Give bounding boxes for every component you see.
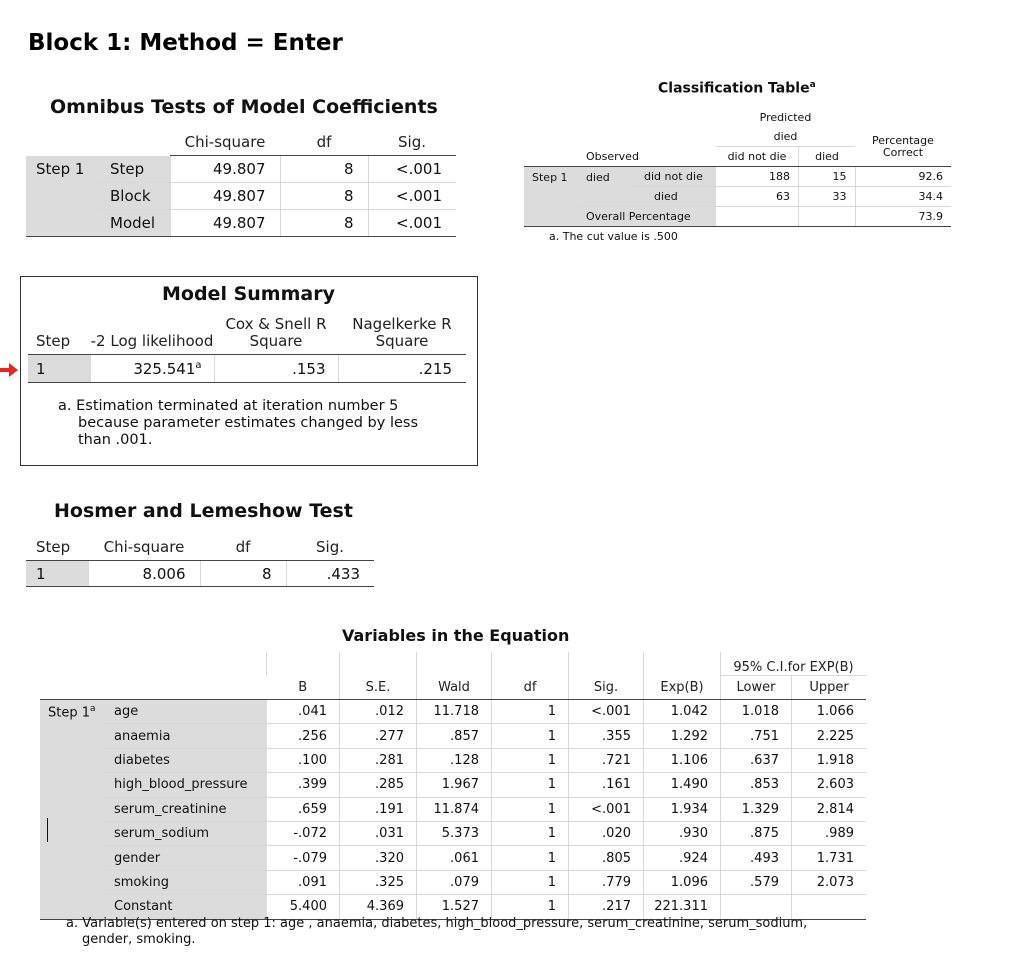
variables-step-label: Step 1$^a$ bbox=[40, 700, 104, 920]
omnibus-table bbox=[26, 128, 456, 237]
variable-name: anaemia bbox=[104, 724, 267, 748]
classification-died-group: died bbox=[773, 130, 798, 143]
hosmer-table bbox=[26, 534, 374, 587]
variable-b: .256 bbox=[267, 724, 340, 748]
classification-overall-label: Overall Percentage bbox=[580, 207, 716, 227]
variables-header-df: df bbox=[492, 676, 569, 700]
variable-b: .659 bbox=[267, 797, 340, 821]
variables-header-b: B bbox=[267, 676, 340, 700]
classification-col-pct: Percentage Correct bbox=[855, 127, 951, 167]
classification-table bbox=[524, 108, 951, 227]
variable-lower: .751 bbox=[721, 724, 792, 748]
variable-upper: .989 bbox=[792, 821, 867, 845]
variable-name: serum_creatinine bbox=[104, 797, 267, 821]
classification-var-label: died bbox=[580, 167, 630, 207]
variable-b: .100 bbox=[267, 748, 340, 772]
variable-lower: .637 bbox=[721, 748, 792, 772]
variables-header-wald: Wald bbox=[417, 676, 492, 700]
variable-df: 1 bbox=[492, 700, 569, 724]
variables-header-exp: Exp(B) bbox=[644, 676, 721, 700]
omnibus-sig: <.001 bbox=[368, 156, 456, 183]
classification-count: 15 bbox=[799, 167, 856, 187]
variable-se: .281 bbox=[340, 748, 417, 772]
omnibus-header-sig: Sig. bbox=[368, 128, 456, 156]
variables-table bbox=[40, 652, 866, 920]
variable-df: 1 bbox=[492, 821, 569, 845]
variable-sig: .721 bbox=[569, 748, 644, 772]
omnibus-row-label: Model bbox=[100, 210, 170, 237]
omnibus-header-chi: Chi-square bbox=[170, 128, 280, 156]
classification-count: 63 bbox=[716, 187, 799, 207]
variable-exp: 221.311 bbox=[644, 895, 721, 919]
variable-df: 1 bbox=[492, 773, 569, 797]
variable-name: gender bbox=[104, 846, 267, 870]
classification-pct: 92.6 bbox=[855, 167, 951, 187]
omnibus-row-label: Block bbox=[100, 183, 170, 210]
variable-sig: .161 bbox=[569, 773, 644, 797]
variables-title: Variables in the Equation bbox=[342, 626, 570, 645]
omnibus-df: 8 bbox=[280, 210, 368, 237]
variable-sig: <.001 bbox=[569, 797, 644, 821]
hosmer-chi: 8.006 bbox=[88, 561, 200, 587]
variable-se: 4.369 bbox=[340, 895, 417, 919]
variable-exp: .930 bbox=[644, 821, 721, 845]
variable-upper: 2.225 bbox=[792, 724, 867, 748]
variable-lower: .493 bbox=[721, 846, 792, 870]
omnibus-step-label: Step 1 bbox=[26, 156, 100, 237]
variable-name: smoking bbox=[104, 870, 267, 894]
omnibus-chi: 49.807 bbox=[170, 156, 280, 183]
variable-name: high_blood_pressure bbox=[104, 773, 267, 797]
classification-pct: 34.4 bbox=[855, 187, 951, 207]
classification-footnote: a. The cut value is .500 bbox=[549, 230, 678, 243]
variable-df: 1 bbox=[492, 895, 569, 919]
hosmer-df: 8 bbox=[200, 561, 286, 587]
hosmer-header-chi: Chi-square bbox=[88, 534, 200, 561]
variable-wald: 1.967 bbox=[417, 773, 492, 797]
classification-observed: Observed bbox=[580, 147, 716, 167]
variable-df: 1 bbox=[492, 846, 569, 870]
classification-row-label: did not die bbox=[630, 167, 716, 187]
variable-wald: 11.874 bbox=[417, 797, 492, 821]
variable-name: serum_sodium bbox=[104, 821, 267, 845]
variables-header-lower: Lower bbox=[721, 676, 792, 700]
variable-upper: 1.731 bbox=[792, 846, 867, 870]
model-summary-cox: .153 bbox=[214, 355, 338, 383]
variable-upper: 2.603 bbox=[792, 773, 867, 797]
variable-se: .277 bbox=[340, 724, 417, 748]
variable-upper: 1.918 bbox=[792, 748, 867, 772]
model-summary-nagel: .215 bbox=[338, 355, 466, 383]
variables-header-se: S.E. bbox=[340, 676, 417, 700]
hosmer-title: Hosmer and Lemeshow Test bbox=[54, 500, 353, 522]
variable-sig: .020 bbox=[569, 821, 644, 845]
variable-upper: 1.066 bbox=[792, 700, 867, 724]
model-summary-header-cox: Cox & Snell R Square bbox=[214, 316, 338, 355]
variable-exp: 1.042 bbox=[644, 700, 721, 724]
variable-se: .325 bbox=[340, 870, 417, 894]
model-summary-step: 1 bbox=[28, 355, 90, 383]
variable-wald: .128 bbox=[417, 748, 492, 772]
variable-df: 1 bbox=[492, 748, 569, 772]
variable-wald: .079 bbox=[417, 870, 492, 894]
variable-sig: <.001 bbox=[569, 700, 644, 724]
variable-sig: .779 bbox=[569, 870, 644, 894]
variable-b: -.072 bbox=[267, 821, 340, 845]
variable-wald: 5.373 bbox=[417, 821, 492, 845]
variable-se: .191 bbox=[340, 797, 417, 821]
variable-lower: 1.018 bbox=[721, 700, 792, 724]
variable-exp: 1.934 bbox=[644, 797, 721, 821]
variable-lower: .875 bbox=[721, 821, 792, 845]
variable-upper: 2.814 bbox=[792, 797, 867, 821]
variable-se: .012 bbox=[340, 700, 417, 724]
variable-lower: 1.329 bbox=[721, 797, 792, 821]
variables-header-upper: Upper bbox=[792, 676, 867, 700]
variable-name: age bbox=[104, 700, 267, 724]
arrow-right-icon bbox=[0, 362, 20, 378]
omnibus-title: Omnibus Tests of Model Coefficients bbox=[50, 96, 438, 118]
hosmer-header-sig: Sig. bbox=[286, 534, 374, 561]
variable-df: 1 bbox=[492, 724, 569, 748]
model-summary-header-nagel: Nagelkerke R Square bbox=[338, 316, 466, 355]
variable-name: Constant bbox=[104, 895, 267, 919]
variable-lower: .853 bbox=[721, 773, 792, 797]
variable-df: 1 bbox=[492, 797, 569, 821]
model-summary-header-ll: -2 Log likelihood bbox=[90, 316, 214, 355]
omnibus-header-df: df bbox=[280, 128, 368, 156]
classification-col-died: died bbox=[799, 147, 856, 167]
variable-wald: .061 bbox=[417, 846, 492, 870]
variable-exp: 1.106 bbox=[644, 748, 721, 772]
classification-overall-pct: 73.9 bbox=[855, 207, 951, 227]
classification-count: 188 bbox=[716, 167, 799, 187]
classification-predicted: Predicted bbox=[759, 111, 812, 124]
model-summary-title: Model Summary bbox=[162, 283, 335, 305]
hosmer-step: 1 bbox=[26, 561, 88, 587]
omnibus-df: 8 bbox=[280, 183, 368, 210]
hosmer-sig: .433 bbox=[286, 561, 374, 587]
variable-sig: .355 bbox=[569, 724, 644, 748]
classification-step-label: Step 1 bbox=[524, 167, 580, 227]
omnibus-row-label: Step bbox=[100, 156, 170, 183]
model-summary-table bbox=[28, 316, 466, 383]
variable-exp: .924 bbox=[644, 846, 721, 870]
variable-b: -.079 bbox=[267, 846, 340, 870]
omnibus-sig: <.001 bbox=[368, 183, 456, 210]
variable-wald: 11.718 bbox=[417, 700, 492, 724]
model-summary-header-step: Step bbox=[28, 316, 90, 355]
variables-ci-header: 95% C.I.for EXP(B) bbox=[721, 652, 867, 676]
variable-exp: 1.490 bbox=[644, 773, 721, 797]
variable-se: .031 bbox=[340, 821, 417, 845]
classification-col-not-die: did not die bbox=[716, 147, 799, 167]
variable-sig: .805 bbox=[569, 846, 644, 870]
variable-exp: 1.292 bbox=[644, 724, 721, 748]
variable-upper: 2.073 bbox=[792, 870, 867, 894]
variable-lower: .579 bbox=[721, 870, 792, 894]
classification-title: Classification Table$^a$ bbox=[658, 80, 816, 97]
variable-b: 5.400 bbox=[267, 895, 340, 919]
classification-row-label: died bbox=[630, 187, 716, 207]
classification-count: 33 bbox=[799, 187, 856, 207]
variable-sig: .217 bbox=[569, 895, 644, 919]
variable-b: .041 bbox=[267, 700, 340, 724]
variable-wald: .857 bbox=[417, 724, 492, 748]
hosmer-header-step: Step bbox=[26, 534, 88, 561]
block-title: Block 1: Method = Enter bbox=[28, 30, 343, 56]
omnibus-df: 8 bbox=[280, 156, 368, 183]
variable-exp: 1.096 bbox=[644, 870, 721, 894]
hosmer-header-df: df bbox=[200, 534, 286, 561]
omnibus-chi: 49.807 bbox=[170, 183, 280, 210]
variable-wald: 1.527 bbox=[417, 895, 492, 919]
omnibus-chi: 49.807 bbox=[170, 210, 280, 237]
text-cursor bbox=[47, 818, 48, 842]
variable-b: .399 bbox=[267, 773, 340, 797]
variable-se: .285 bbox=[340, 773, 417, 797]
variable-df: 1 bbox=[492, 870, 569, 894]
variable-name: diabetes bbox=[104, 748, 267, 772]
variables-footnote: a. Variable(s) entered on step 1: age , anaemia, diabetes, high_blood_pressure, serum_creatinine, serum_sodium, gender, smoking. bbox=[66, 916, 808, 947]
model-summary-footnote: a. Estimation terminated at iteration number 5 because parameter estimates changed by less than .001. bbox=[58, 398, 419, 448]
variable-se: .320 bbox=[340, 846, 417, 870]
variable-b: .091 bbox=[267, 870, 340, 894]
omnibus-sig: <.001 bbox=[368, 210, 456, 237]
model-summary-ll: 325.541$^a$ bbox=[90, 355, 214, 383]
variables-header-sig: Sig. bbox=[569, 676, 644, 700]
